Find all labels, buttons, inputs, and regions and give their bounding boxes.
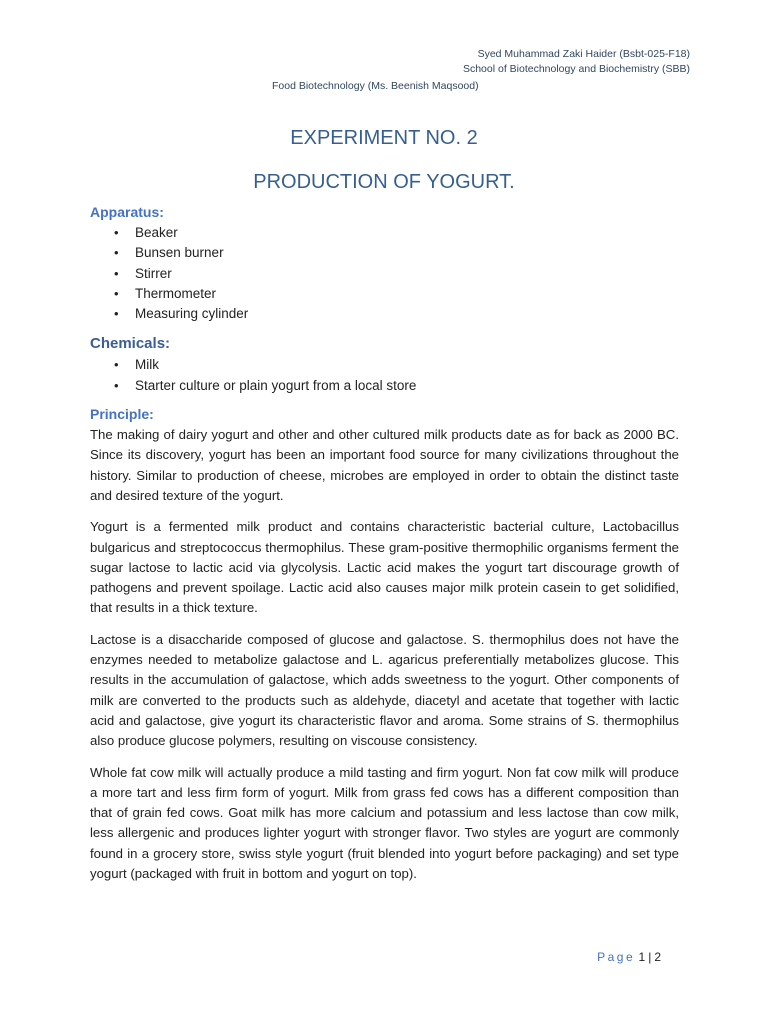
document-body	[90, 203, 679, 895]
list-item: • Thermometer	[90, 284, 679, 304]
page-word: Page	[597, 950, 636, 964]
list-item: • Starter culture or plain yogurt from a local store	[90, 376, 679, 396]
chemicals-heading: Chemicals:	[90, 335, 171, 353]
chemicals-list	[90, 355, 679, 396]
page-header	[463, 47, 690, 77]
experiment-subject: PRODUCTION OF YOGURT.	[253, 171, 515, 193]
header-author: Syed Muhammad Zaki Haider (Bsbt-025-F18)	[477, 48, 690, 60]
principle-paragraph: Lactose is a disaccharide composed of glucose and galactose. S. thermophilus does not have the enzymes needed to metabolize galactose and L. agaricus preferentially metabolizes glucose. This results in the accumulation of galactose, which adds sweetness to the yogurt. Other components of milk are converted to the products such as aldehyde, diacetyl and acetate that together with lactic acid and galactose, give yogurt its characteristic flavor and aroma. Some strains of S. thermophilus also produce glucose polymers, resulting on viscouse consistency.	[90, 631, 679, 749]
header-course: Food Biotechnology (Ms. Beenish Maqsood)	[272, 80, 479, 92]
page-separator: |	[648, 950, 652, 964]
list-item: • Bunsen burner	[90, 243, 679, 263]
page-total: 2	[654, 950, 661, 964]
list-item: • Milk	[90, 355, 679, 375]
principle-paragraph: The making of dairy yogurt and other and other cultured milk products date as for back as 2000 BC. Since its discovery, yogurt has been an important food source for many civilizations throughout the history. Similar to production of cheese, microbes are employed in order to obtain the distinct taste and desired texture of the yogurt.	[90, 427, 679, 503]
apparatus-list	[90, 223, 679, 324]
header-school: School of Biotechnology and Biochemistry (SBB)	[462, 63, 690, 75]
apparatus-heading: Apparatus:	[90, 204, 164, 220]
principle-heading: Principle:	[90, 406, 154, 423]
list-item: • Stirrer	[90, 264, 679, 284]
principle-paragraph: Yogurt is a fermented milk product and contains characteristic bacterial culture, Lactobacillus bulgaricus and streptococcus thermophilus. These gram-positive thermophilic organisms ferment the sugar lactose to lactic acid via glycolysis. Lactic acid makes the yogurt tart discourage growth of pathogens and prevent spoilage. Lactic acid also causes major milk protein casein to get solidified, that results in a thick texture.	[90, 519, 679, 616]
principle-paragraph: Whole fat cow milk will actually produce a mild tasting and firm yogurt. Non fat cow milk will produce a more tart and less firm form of yogurt. Milk from grass fed cows has a different composition than that of grain fed cows. Goat milk has more calcium and potassium and less lactose than cow milk, less allergenic and produces lighter yogurt with stronger flavor. Two styles are yogurt are commonly found in a grocery store, swiss style yogurt (fruit blended into yogurt before packaging) and set type yogurt (packaged with fruit in bottom and yogurt on top).	[90, 764, 679, 882]
page-current: 1	[638, 950, 646, 964]
list-item: • Beaker	[90, 223, 679, 243]
experiment-title: EXPERIMENT NO. 2	[290, 127, 478, 149]
page-footer	[597, 950, 661, 964]
list-item: • Measuring cylinder	[90, 304, 679, 324]
